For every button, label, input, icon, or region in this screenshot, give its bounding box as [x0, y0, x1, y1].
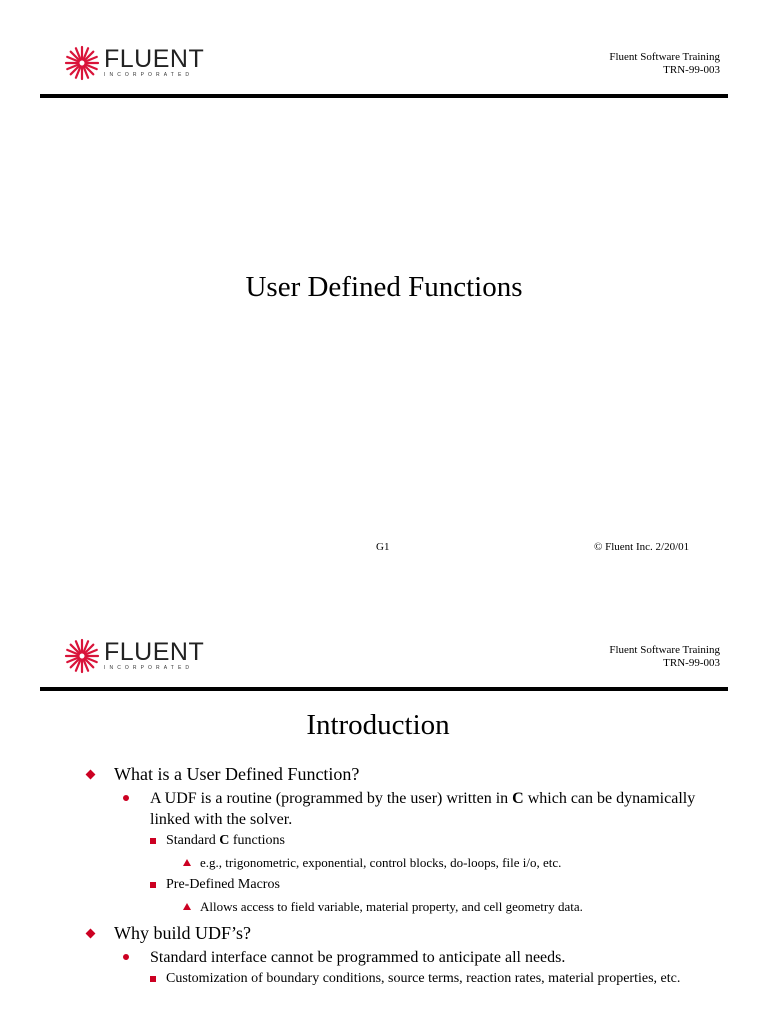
list-item [87, 763, 727, 917]
list-item-text: Customization of boundary conditions, source terms, reaction rates, material properties, etc. [166, 971, 681, 986]
logo-wordmark: FLUENT [104, 638, 205, 666]
fluent-logo [64, 45, 204, 81]
list-item-text: Allows access to field variable, material property, and cell geometry data. [200, 899, 583, 914]
list-item-text: Pre-Defined Macros [166, 877, 280, 892]
triangle-bullet-icon [183, 903, 191, 910]
fluent-starburst-icon [64, 45, 100, 81]
logo-subtext: INCORPORATED [104, 72, 194, 78]
header-info [609, 51, 720, 77]
slide-title: Introduction [306, 709, 450, 741]
header-course: Fluent Software Training [609, 51, 720, 63]
language-name: C [219, 833, 230, 848]
logo-wordmark: FLUENT [104, 45, 205, 73]
diamond-bullet-icon [86, 770, 96, 780]
list-item-text: Standard [166, 833, 220, 848]
list-item [150, 875, 727, 917]
list-item [183, 897, 727, 917]
list-item [121, 788, 727, 917]
list-item [150, 831, 727, 873]
slide-title: User Defined Functions [245, 271, 523, 303]
header-course: Fluent Software Training [609, 644, 720, 656]
dot-bullet-icon [123, 795, 129, 801]
bullet-list [87, 763, 727, 994]
header-rule [40, 94, 728, 98]
header-code: TRN-99-003 [663, 64, 720, 76]
list-item [87, 922, 727, 989]
list-item [121, 947, 727, 989]
list-item-text: What is a User Defined Function? [114, 764, 360, 784]
header-rule [40, 687, 728, 691]
diamond-bullet-icon [86, 929, 96, 939]
list-item-text: A UDF is a routine (programmed by the user) written in [150, 790, 513, 807]
header-code: TRN-99-003 [663, 657, 720, 669]
language-name: C [512, 790, 524, 807]
list-item-text: Standard interface cannot be programmed to anticipate all needs. [150, 949, 566, 966]
copyright: © Fluent Inc. 2/20/01 [594, 541, 690, 553]
square-bullet-icon [150, 976, 156, 982]
logo-subtext: INCORPORATED [104, 665, 194, 671]
square-bullet-icon [150, 838, 156, 844]
list-item-text: e.g., trigonometric, exponential, control blocks, do-loops, file i/o, etc. [200, 855, 562, 870]
list-item-text: functions [229, 833, 285, 848]
fluent-logo [64, 638, 204, 674]
list-item-text: Why build UDF’s? [114, 923, 251, 943]
square-bullet-icon [150, 882, 156, 888]
dot-bullet-icon [123, 954, 129, 960]
fluent-starburst-icon [64, 638, 100, 674]
header-info [609, 644, 720, 670]
triangle-bullet-icon [183, 859, 191, 866]
list-item-text: which can be dynamically linked with the solver. [150, 790, 696, 828]
list-item [150, 969, 727, 989]
introduction-slide [0, 593, 768, 1024]
page-number: G1 [376, 541, 390, 553]
list-item [183, 853, 727, 873]
